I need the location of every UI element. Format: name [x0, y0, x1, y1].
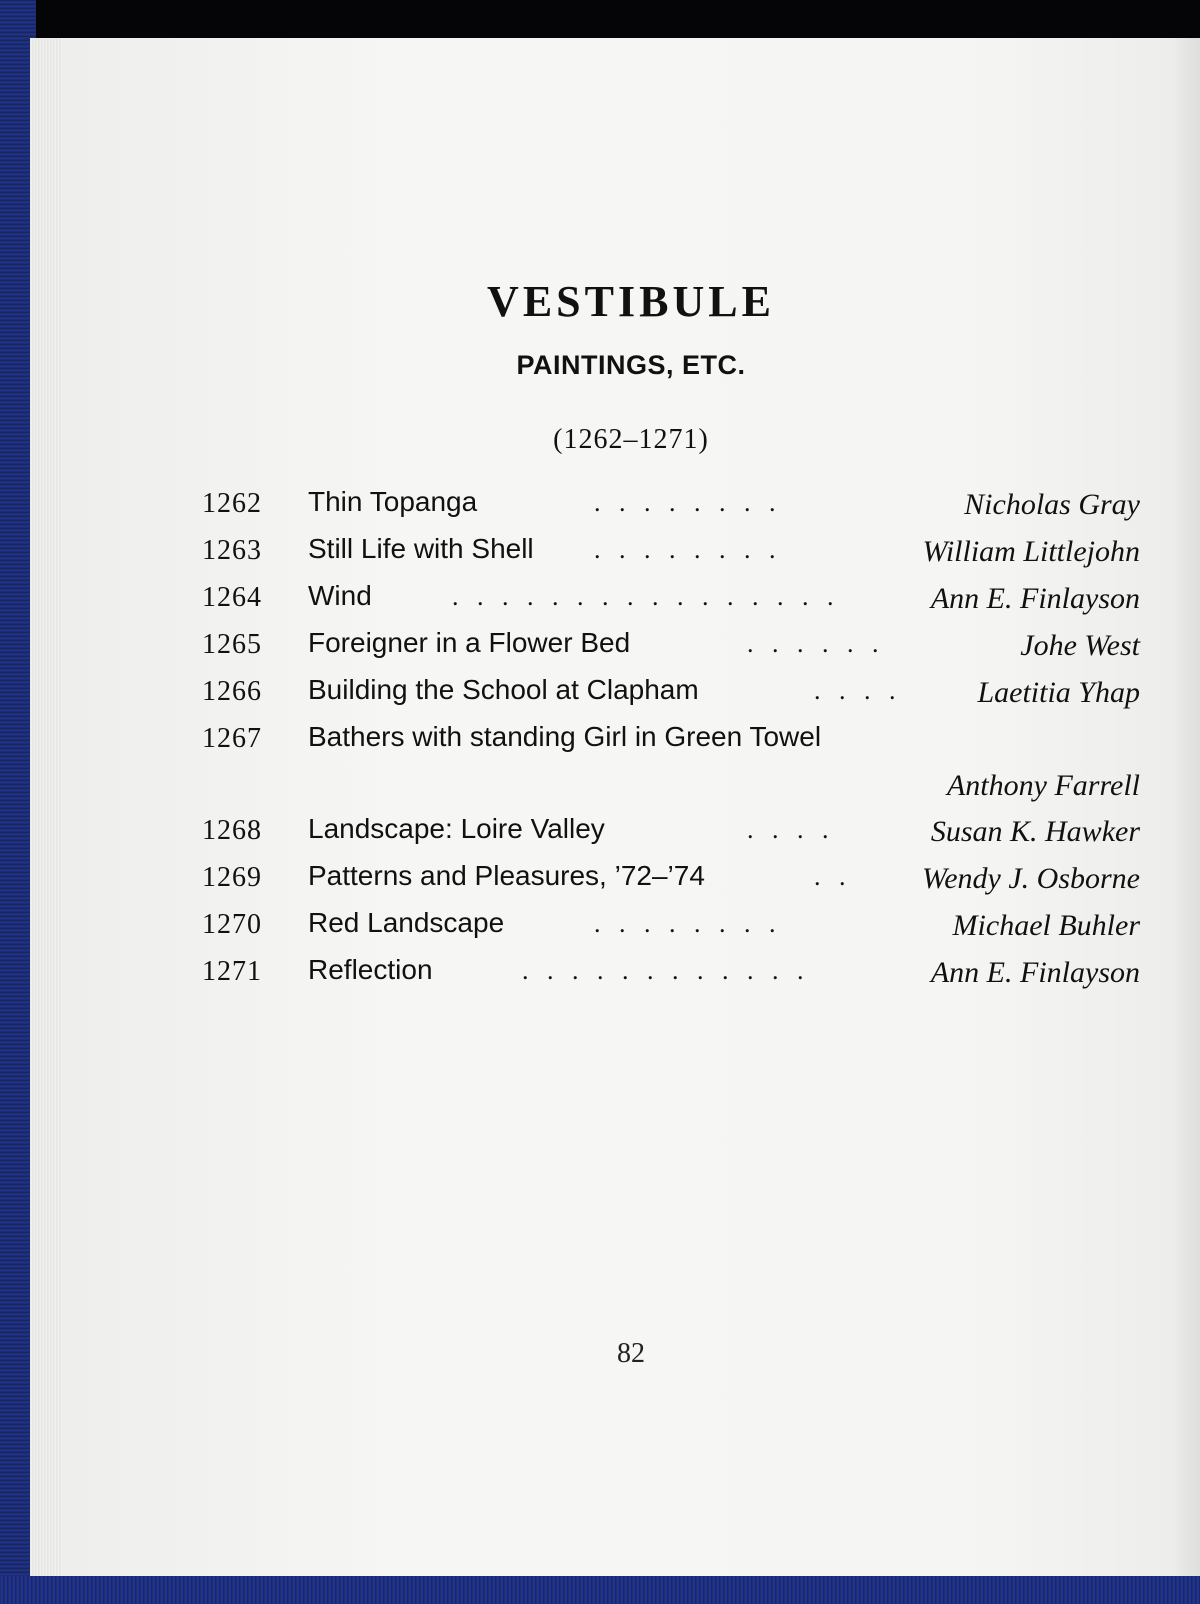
catalogue-page	[62, 38, 1200, 1578]
catalogue-number-range: (1262–1271)	[553, 424, 709, 455]
entry-artist: William Littlejohn	[922, 535, 1140, 568]
section-title-text: VESTIBULE	[487, 277, 775, 326]
entry-title: Still Life with Shell	[308, 533, 534, 564]
catalogue-entry-1268	[202, 811, 1140, 858]
leader-dots: . . . . . . . .	[594, 488, 782, 517]
section-title	[62, 276, 1200, 327]
entry-title: Reflection	[308, 954, 433, 985]
entry-artist: Wendy J. Osborne	[921, 862, 1140, 895]
entry-number: 1271	[202, 956, 262, 987]
entry-title: Wind	[308, 580, 372, 611]
leader-dots: . . . .	[747, 815, 835, 844]
catalogue-entry-1266	[202, 672, 1140, 719]
entry-title: Building the School at Clapham	[308, 674, 699, 705]
catalogue-entry-1262	[202, 484, 1140, 531]
dark-background-top	[0, 0, 1200, 40]
entry-title: Landscape: Loire Valley	[308, 813, 605, 844]
catalogue-entry-1264	[202, 578, 1140, 625]
leader-dots: . . . . . . . . . . . . . . . .	[452, 582, 840, 611]
entry-artist: Michael Buhler	[952, 909, 1140, 942]
leader-dots: . . . .	[814, 676, 902, 705]
leader-dots: . . . . . . . .	[594, 909, 782, 938]
entry-number: 1262	[202, 488, 262, 519]
page-number: 82	[617, 1338, 645, 1369]
entry-title: Patterns and Pleasures, ’72–’74	[308, 860, 705, 891]
entry-number: 1268	[202, 815, 262, 846]
catalogue-entry-1270	[202, 905, 1140, 952]
entry-artist: Nicholas Gray	[964, 488, 1140, 521]
entry-artist: Anthony Farrell	[946, 769, 1140, 802]
entry-artist: Ann E. Finlayson	[930, 582, 1140, 615]
catalogue-list	[202, 484, 1140, 999]
section-subtitle: PAINTINGS, ETC.	[516, 350, 746, 380]
catalogue-entry-1267	[202, 719, 1140, 811]
entry-title: Thin Topanga	[308, 486, 478, 517]
entry-title: Bathers with standing Girl in Green Towel	[308, 721, 822, 752]
entry-number: 1270	[202, 909, 262, 940]
catalogue-entry-1263	[202, 531, 1140, 578]
entry-number: 1267	[202, 723, 262, 754]
leader-dots: . . . . . . . . . . . .	[522, 956, 810, 985]
entry-title: Red Landscape	[308, 907, 505, 938]
entry-artist: Johe West	[1020, 629, 1140, 662]
entry-number: 1266	[202, 676, 262, 707]
entry-artist: Susan K. Hawker	[930, 815, 1140, 848]
entry-title: Foreigner in a Flower Bed	[308, 627, 631, 658]
leader-dots: . .	[814, 862, 852, 891]
entry-artist: Laetitia Yhap	[977, 676, 1140, 709]
book-cover-bottom	[0, 1576, 1200, 1604]
leader-dots: . . . . . .	[747, 629, 885, 658]
leader-dots: . . . . . . . .	[594, 535, 782, 564]
entry-number: 1269	[202, 862, 262, 893]
catalogue-entry-1265	[202, 625, 1140, 672]
entry-number: 1263	[202, 535, 262, 566]
catalogue-entry-1271	[202, 952, 1140, 999]
entry-number: 1265	[202, 629, 262, 660]
catalogue-entry-1269	[202, 858, 1140, 905]
entry-number: 1264	[202, 582, 262, 613]
entry-artist: Ann E. Finlayson	[930, 956, 1140, 989]
